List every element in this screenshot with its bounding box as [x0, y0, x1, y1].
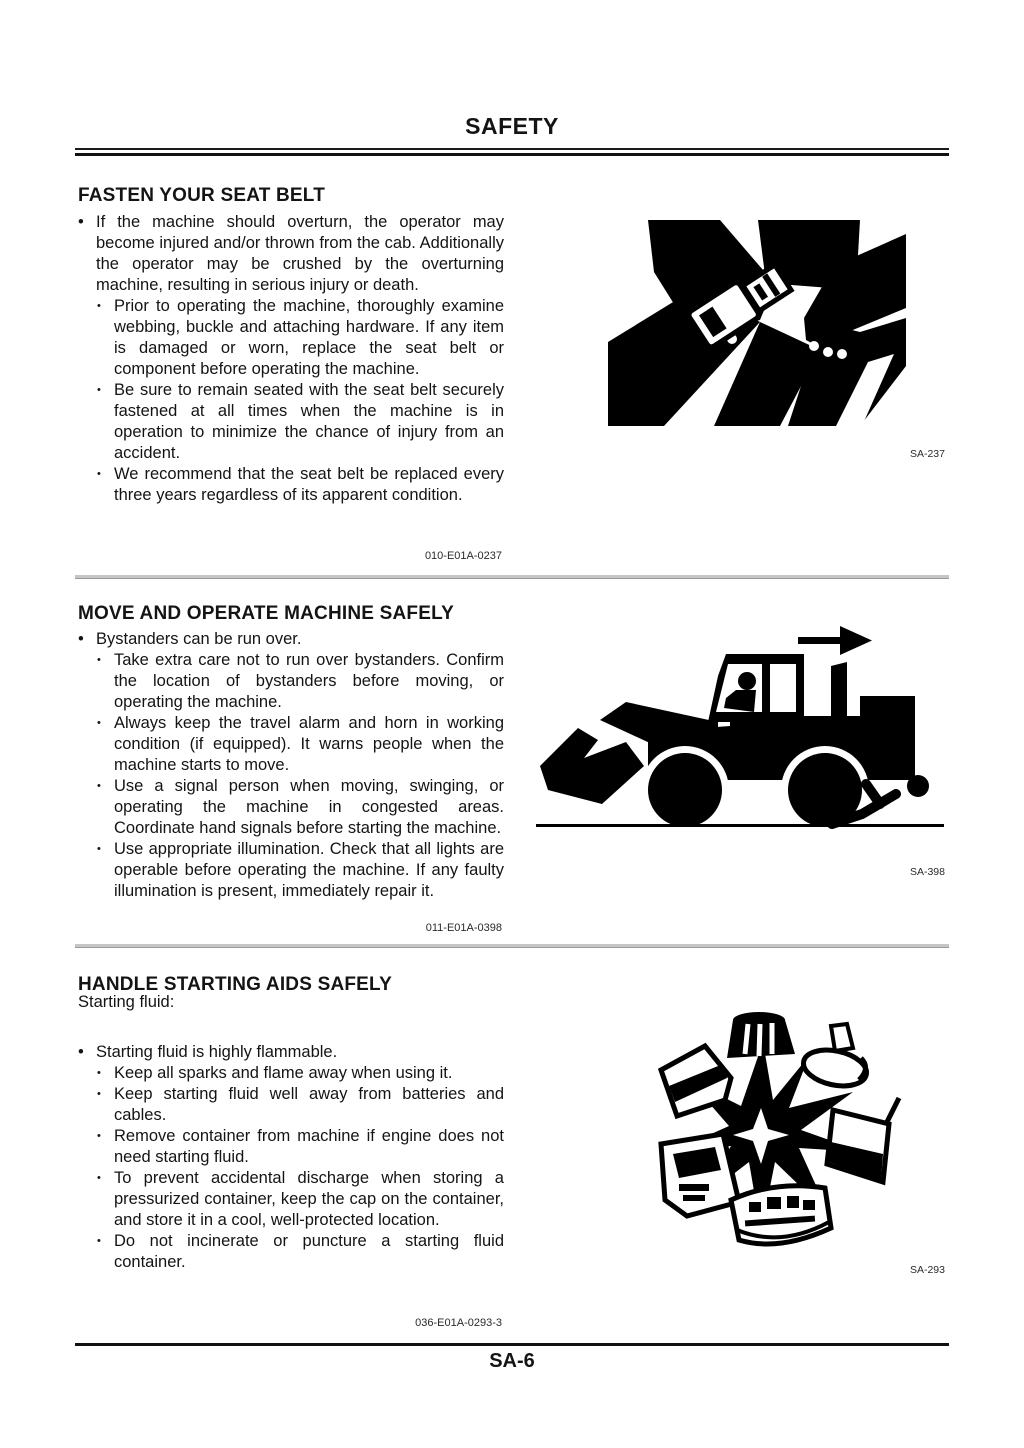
bullet-item	[97, 650, 504, 713]
bullet-text: Keep all sparks and flame away when using it.	[114, 1064, 453, 1082]
sub-bullet-marker: •	[97, 717, 101, 729]
bullet-item	[97, 1168, 504, 1231]
reference-code: 011-E01A-0398	[425, 922, 502, 934]
bullet-marker: •	[78, 213, 84, 231]
section-heading: HANDLE STARTING AIDS SAFELY	[78, 973, 392, 995]
figure-label: SA-398	[909, 866, 945, 878]
bullet-item	[97, 1084, 504, 1126]
bullet-text: Prior to operating the machine, thoroughly examine webbing, buckle and attaching hardware. If any item is damaged or worn, replace the seat belt or component before operating the machine.	[114, 297, 504, 378]
intro-text: Starting fluid:	[78, 993, 175, 1011]
bullet-item	[97, 296, 504, 380]
bullet-text: Take extra care not to run over bystanders. Confirm the location of bystanders before moving, or operating the machine.	[114, 651, 504, 711]
section-heading: MOVE AND OPERATE MACHINE SAFELY	[78, 602, 455, 624]
bullet-text: Do not incinerate or puncture a starting fluid container.	[114, 1232, 504, 1271]
bullet-list	[78, 1042, 504, 1273]
bullet-text: Always keep the travel alarm and horn in working condition (if equipped). It warns people when the machine starts to move.	[114, 714, 504, 774]
exploding-container-illustration-svg	[645, 1004, 905, 1276]
exploding-container-illustration	[645, 1004, 905, 1276]
bullet-item	[78, 212, 504, 296]
bullet-text: If the machine should overturn, the operator may become injured and/or thrown from the cab. Additionally the operator may be crushed by the overturning machine, resulting in serious injury or death.	[96, 213, 504, 294]
bullet-item	[97, 380, 504, 464]
bullet-text: We recommend that the seat belt be replaced every three years regardless of its apparent condition.	[114, 465, 504, 504]
page-number: SA-6	[489, 1350, 535, 1372]
bullet-text: Remove container from machine if engine does not need starting fluid.	[114, 1127, 504, 1166]
wheel-loader-illustration-svg	[530, 618, 950, 833]
figure-label: SA-237	[909, 448, 945, 460]
wheel-loader-illustration	[530, 618, 950, 833]
reference-code: 010-E01A-0237	[424, 550, 502, 562]
footer-rule	[75, 1343, 949, 1346]
bullet-item	[97, 464, 504, 506]
bullet-list	[78, 212, 504, 506]
bullet-text: Keep starting fluid well away from batteries and cables.	[114, 1085, 504, 1124]
sub-bullet-marker: •	[97, 468, 101, 480]
sub-bullet-marker: •	[97, 1235, 101, 1247]
bullet-text: Starting fluid is highly flammable.	[96, 1043, 338, 1061]
bullet-marker: •	[78, 630, 84, 648]
sub-bullet-marker: •	[97, 1067, 101, 1079]
bullet-text: To prevent accidental discharge when storing a pressurized container, keep the cap on the container, and store it in a cool, well-protected location.	[114, 1169, 504, 1229]
section-heading: FASTEN YOUR SEAT BELT	[78, 184, 325, 206]
sub-bullet-marker: •	[97, 843, 101, 855]
bullet-item	[97, 776, 504, 839]
bullet-item	[97, 1063, 504, 1084]
seat-belt-illustration-svg	[608, 220, 906, 426]
sub-bullet-marker: •	[97, 384, 101, 396]
page-title: SAFETY	[465, 113, 559, 139]
bullet-list	[78, 629, 504, 902]
bullet-item	[97, 1126, 504, 1168]
bullet-item	[78, 629, 504, 650]
section-divider	[75, 575, 949, 579]
sub-bullet-marker: •	[97, 300, 101, 312]
header-double-rule	[75, 148, 949, 156]
seat-belt-illustration	[608, 220, 906, 426]
bullet-item	[97, 1231, 504, 1273]
bullet-text: Bystanders can be run over.	[96, 630, 302, 648]
sub-bullet-marker: •	[97, 1172, 101, 1184]
bullet-text: Use a signal person when moving, swinging, or operating the machine in congested areas. Coordinate hand signals before starting the machine.	[114, 777, 504, 837]
bullet-item	[97, 713, 504, 776]
sub-bullet-marker: •	[97, 780, 101, 792]
figure-label: SA-293	[909, 1264, 945, 1276]
bullet-item	[78, 1042, 504, 1063]
sub-bullet-marker: •	[97, 1130, 101, 1142]
bullet-marker: •	[78, 1043, 84, 1061]
section-divider	[75, 944, 949, 948]
bullet-text: Be sure to remain seated with the seat belt securely fastened at all times when the machine is in operation to minimize the chance of injury from an accident.	[114, 381, 504, 462]
sub-bullet-marker: •	[97, 1088, 101, 1100]
sub-bullet-marker: •	[97, 654, 101, 666]
bullet-item	[97, 839, 504, 902]
reference-code: 036-E01A-0293-3	[415, 1317, 502, 1329]
bullet-text: Use appropriate illumination. Check that all lights are operable before operating the machine. If any faulty illumination is present, immediately repair it.	[114, 840, 504, 900]
